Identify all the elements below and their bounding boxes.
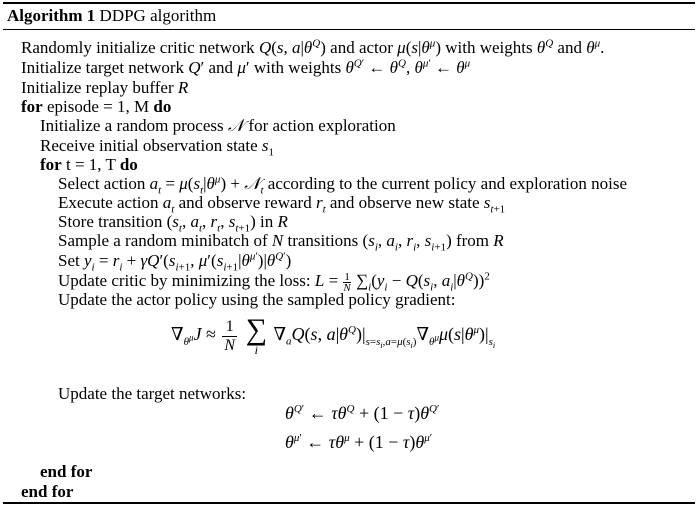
line-receive-state: Receive initial observation state $s_1$ [40, 136, 274, 159]
line-for-t: for t = 1, T do [40, 155, 138, 174]
line-execute-action: Execute action $a_t$ and observe reward $r_t$ and observe new state $s_{t+1}$ [58, 193, 506, 216]
top-rule [3, 2, 695, 4]
policy-gradient-equation: $\nabla_{\theta^\mu}J$ ≈ $\frac{1}{N}$ ∑ i $\nabla_aQ(s$, $a|\theta^Q)|_{s=s_i,a=\mu(s_i)}\nabla_{\theta^\mu}\mu(s|\theta^\mu)|_{s_i}$ [171, 313, 496, 357]
line-store-transition: Store transition ($s_t$, $a_t$, $r_t$, $s_{t+1}$) in R [58, 212, 288, 235]
line-update-actor: Update the actor policy using the sampled policy gradient: [58, 290, 456, 309]
line-update-target: Update the target networks: [58, 384, 247, 403]
line-init-process: Initialize a random process 𝒩 for action exploration [40, 116, 396, 135]
target-eq-q: $\theta^{Q'}$ ← $\tau\theta^Q + (1 - \tau)\theta^{Q'}$ [285, 403, 440, 423]
line-update-critic: Update critic by minimizing the loss: L = $\frac{1}{N}$ $\sum_i(y_i - Q(s_i$, $a_i|\theta^Q))^2$ [58, 270, 490, 294]
caption-label: Algorithm 1 [7, 6, 96, 25]
algorithm-box [3, 0, 695, 505]
line-end-for-inner: end for [40, 462, 93, 481]
line-sample-minibatch: Sample a random minibatch of N transitions ($s_i$, $a_i$, $r_i$, $s_{i+1}$) from R [58, 231, 504, 254]
line-init-target: Initialize target network Q′ and μ′ with weights $\theta^{Q'}$ ← $\theta^Q$, $\theta^{\mu'}$ ← $\theta^\mu$ [21, 57, 471, 77]
algorithm-caption [7, 5, 216, 26]
line-init-buffer: Initialize replay buffer R [21, 78, 189, 97]
line-select-action: Select action $a_t = \mu(s_t|\theta^\mu)$ + 𝒩$_t$ according to the current policy and exploration noise [58, 173, 628, 197]
caption-rule [3, 29, 695, 30]
caption-title: DDPG algorithm [99, 6, 217, 25]
target-eq-mu: $\theta^{\mu'}$ ← $\tau\theta^\mu + (1 - \tau)\theta^{\mu'}$ [285, 432, 433, 452]
line-for-episode: for episode = 1, M do [21, 97, 172, 116]
bottom-rule [3, 502, 695, 504]
line-set-y: Set $y_i = r_i + \gamma Q'(s_{i+1}$, $\mu'(s_{i+1}|\theta^{\mu'})|\theta^{Q'}$) [58, 250, 292, 274]
line-init-critic: Randomly initialize critic network Q(s, $a|\theta^Q$) and actor $\mu(s|\theta^\mu)$ with weights $\theta^Q$ and $\theta^\mu$. [21, 37, 605, 57]
line-end-for-outer: end for [21, 482, 74, 501]
